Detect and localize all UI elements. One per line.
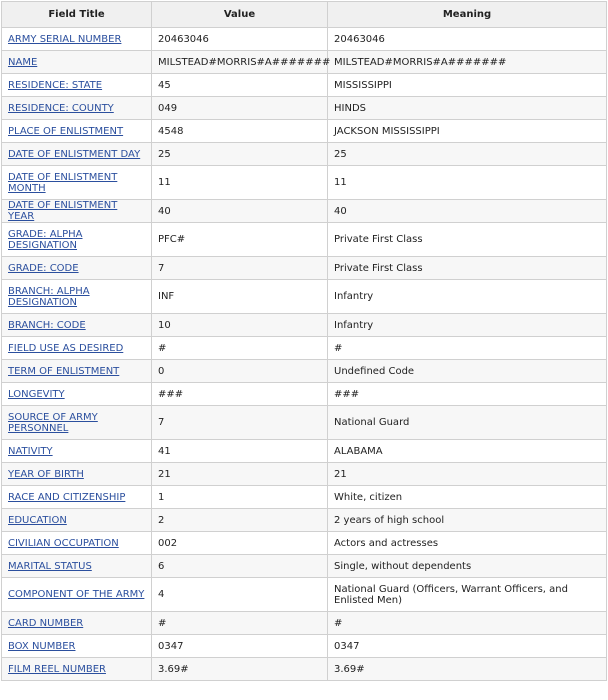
value-cell: # [152,337,328,360]
field-title-link[interactable]: GRADE: CODE [8,262,79,274]
table-row [2,337,607,360]
field-title-link[interactable]: BRANCH: CODE [8,319,86,331]
meaning-cell: 20463046 [328,28,607,51]
meaning-cell: ### [328,383,607,406]
field-title-cell [2,257,152,280]
field-title-cell [2,658,152,681]
field-title-link[interactable]: BOX NUMBER [8,640,76,652]
field-title-cell [2,280,152,314]
field-title-link[interactable]: DATE OF ENLISTMENT MONTH [8,171,118,194]
table-row [2,120,607,143]
table-row [2,440,607,463]
table-row [2,578,607,612]
value-cell: 25 [152,143,328,166]
value-cell: # [152,612,328,635]
column-header-value: Value [152,2,328,28]
value-cell: INF [152,280,328,314]
value-cell: 1 [152,486,328,509]
field-title-link[interactable]: NAME [8,56,38,68]
value-cell: 6 [152,555,328,578]
column-header-meaning: Meaning [328,2,607,28]
table-row [2,166,607,200]
table-row [2,463,607,486]
field-title-cell [2,360,152,383]
value-cell: 2 [152,509,328,532]
value-cell: 10 [152,314,328,337]
field-title-cell [2,166,152,200]
meaning-cell: National Guard [328,406,607,440]
field-title-cell [2,463,152,486]
field-title-link[interactable]: COMPONENT OF THE ARMY [8,589,145,600]
value-cell: 41 [152,440,328,463]
value-cell: ### [152,383,328,406]
table-body [2,28,607,681]
meaning-cell: Infantry [328,314,607,337]
field-title-cell [2,486,152,509]
enlistment-record-table [1,1,607,681]
meaning-cell: 40 [328,200,607,223]
value-cell: 7 [152,257,328,280]
field-title-cell [2,28,152,51]
field-title-link[interactable]: FILM REEL NUMBER [8,663,106,675]
field-title-link[interactable]: GRADE: ALPHA DESIGNATION [8,228,83,251]
value-cell: 0347 [152,635,328,658]
meaning-cell: ALABAMA [328,440,607,463]
field-title-link[interactable]: PLACE OF ENLISTMENT [8,125,124,137]
meaning-cell: 11 [328,166,607,200]
field-title-cell [2,97,152,120]
table-row [2,555,607,578]
field-title-cell [2,509,152,532]
value-cell: MILSTEAD#MORRIS#A####### [152,51,328,74]
table-row [2,200,607,223]
field-title-cell [2,612,152,635]
table-row [2,383,607,406]
table-row [2,486,607,509]
meaning-cell: MILSTEAD#MORRIS#A####### [328,51,607,74]
field-title-link[interactable]: FIELD USE AS DESIRED [8,342,124,354]
table-row [2,28,607,51]
value-cell: 0 [152,360,328,383]
meaning-cell: # [328,337,607,360]
field-title-link[interactable]: NATIVITY [8,445,53,457]
field-title-link[interactable]: LONGEVITY [8,388,65,400]
field-title-link[interactable]: DATE OF ENLISTMENT DAY [8,148,141,160]
meaning-cell: 21 [328,463,607,486]
field-title-cell [2,555,152,578]
field-title-link[interactable]: RESIDENCE: STATE [8,79,103,91]
field-title-cell [2,51,152,74]
table-row [2,612,607,635]
field-title-cell [2,440,152,463]
table-header [2,2,607,28]
table-row [2,658,607,681]
meaning-cell: 3.69# [328,658,607,681]
field-title-link[interactable]: CIVILIAN OCCUPATION [8,537,119,549]
field-title-link[interactable]: SOURCE OF ARMY PERSONNEL [8,411,98,434]
value-cell: 4548 [152,120,328,143]
header-row [2,2,607,28]
table-row [2,51,607,74]
value-cell: PFC# [152,223,328,257]
field-title-cell [2,532,152,555]
meaning-cell: Infantry [328,280,607,314]
field-title-cell [2,74,152,97]
field-title-cell [2,635,152,658]
table-row [2,280,607,314]
table-row [2,97,607,120]
field-title-cell [2,143,152,166]
meaning-cell: Undefined Code [328,360,607,383]
field-title-cell [2,200,152,223]
meaning-cell: MISSISSIPPI [328,74,607,97]
table-row [2,257,607,280]
field-title-link[interactable]: BRANCH: ALPHA DESIGNATION [8,285,90,308]
table-row [2,532,607,555]
meaning-cell: JACKSON MISSISSIPPI [328,120,607,143]
table-row [2,143,607,166]
value-cell: 3.69# [152,658,328,681]
field-title-cell [2,314,152,337]
value-cell: 20463046 [152,28,328,51]
value-cell: 45 [152,74,328,97]
table-row [2,509,607,532]
meaning-cell: Private First Class [328,257,607,280]
field-title-cell [2,337,152,360]
field-title-link[interactable]: TERM OF ENLISTMENT [8,365,120,377]
field-title-cell [2,406,152,440]
value-cell: 40 [152,200,328,223]
field-title-link[interactable]: DATE OF ENLISTMENT YEAR [8,200,118,222]
field-title-cell [2,578,152,612]
column-header-field-title: Field Title [2,2,152,28]
field-title-link[interactable]: RACE AND CITIZENSHIP [8,491,126,503]
meaning-cell: # [328,612,607,635]
field-title-link[interactable]: ARMY SERIAL NUMBER [8,33,122,45]
meaning-cell: Private First Class [328,223,607,257]
table-row [2,74,607,97]
meaning-cell: National Guard (Officers, Warrant Officers, and Enlisted Men) [328,578,607,612]
meaning-cell: 0347 [328,635,607,658]
field-title-link[interactable]: YEAR OF BIRTH [8,468,84,480]
field-title-cell [2,383,152,406]
value-cell: 21 [152,463,328,486]
field-title-cell [2,223,152,257]
meaning-cell: White, citizen [328,486,607,509]
meaning-cell: 25 [328,143,607,166]
field-title-cell [2,120,152,143]
field-title-link[interactable]: EDUCATION [8,514,67,526]
meaning-cell: HINDS [328,97,607,120]
table-row [2,406,607,440]
table-row [2,360,607,383]
value-cell: 049 [152,97,328,120]
table-row [2,314,607,337]
field-title-link[interactable]: MARITAL STATUS [8,560,92,572]
table-row [2,223,607,257]
field-title-link[interactable]: CARD NUMBER [8,617,84,629]
meaning-cell: Single, without dependents [328,555,607,578]
meaning-cell: Actors and actresses [328,532,607,555]
meaning-cell: 2 years of high school [328,509,607,532]
value-cell: 4 [152,578,328,612]
field-title-link[interactable]: RESIDENCE: COUNTY [8,102,114,114]
table-row [2,635,607,658]
value-cell: 7 [152,406,328,440]
value-cell: 11 [152,166,328,200]
value-cell: 002 [152,532,328,555]
